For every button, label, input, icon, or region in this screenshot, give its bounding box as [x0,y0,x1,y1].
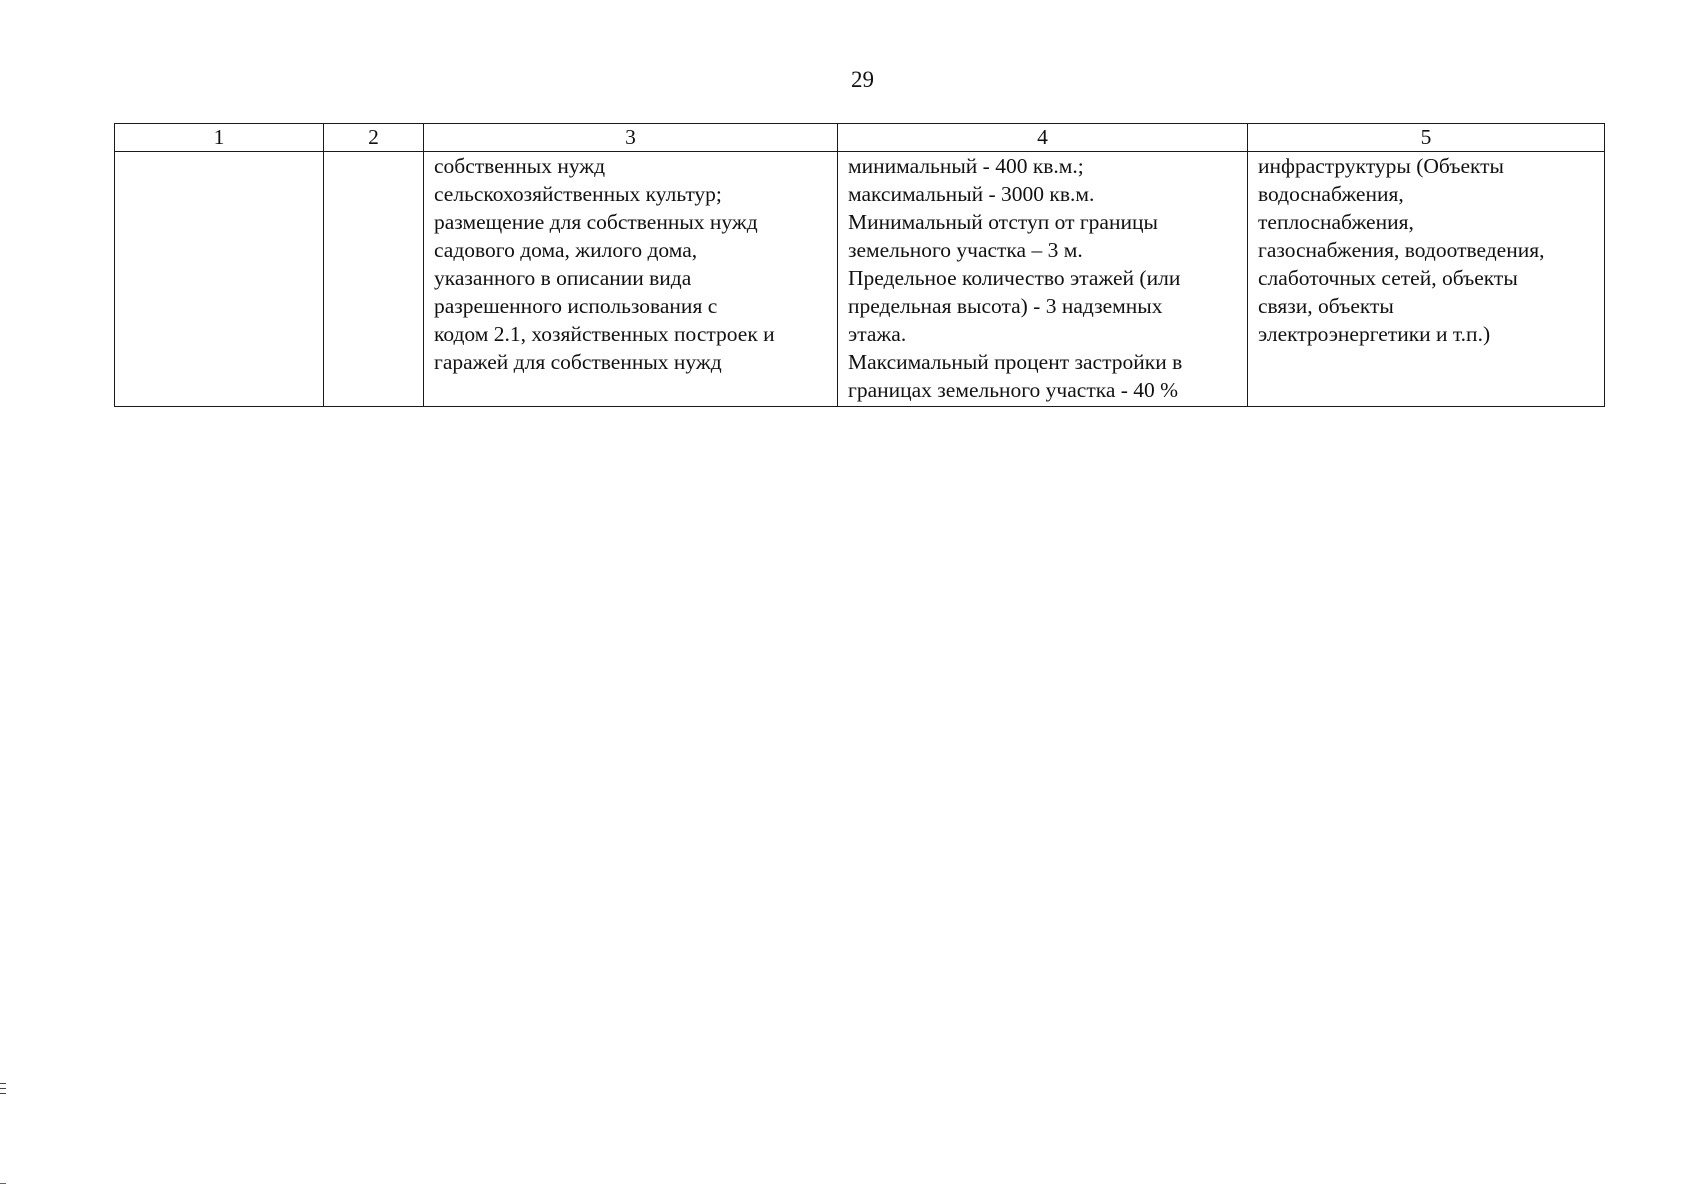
cell-col1 [115,152,324,407]
scan-edge-mark [0,1183,6,1184]
regulations-table [114,123,1605,407]
cell-text-line: газоснабжения, водоотведения, [1258,238,1545,262]
cell-permitted-use [424,152,838,407]
cell-text-line: связи, объекты [1258,294,1394,318]
table-row [115,152,1605,407]
table-header-row [115,124,1605,152]
column-header-3: 3 [424,124,838,152]
cell-text-line: слаботочных сетей, объекты [1258,266,1518,290]
cell-text-line: минимальный - 400 кв.м.; [848,154,1084,178]
column-header-2: 2 [324,124,424,152]
cell-text-line: максимальный - 3000 кв.м. [848,182,1095,206]
cell-text-line: границах земельного участка - 40 % [848,378,1179,402]
cell-text-line: предельная высота) - 3 надземных [848,294,1163,318]
cell-text-line: земельного участка – 3 м. [848,238,1083,262]
cell-text-line: электроэнергетики и т.п.) [1258,322,1491,346]
column-header-5: 5 [1248,124,1605,152]
cell-text-line: Минимальный отступ от границы [848,210,1158,234]
cell-text-line: теплоснабжения, [1258,210,1414,234]
cell-text-line: кодом 2.1, хозяйственных построек и [434,322,775,346]
column-header-1: 1 [115,124,324,152]
column-header-4: 4 [838,124,1248,152]
cell-text-line: Предельное количество этажей (или [848,266,1181,290]
cell-text-line: гаражей для собственных нужд [434,350,722,374]
cell-text-line: собственных нужд [434,154,606,178]
cell-text-line: водоснабжения, [1258,182,1404,206]
cell-text-line: инфраструктуры (Объекты [1258,154,1505,178]
cell-parameters [838,152,1248,407]
cell-text-line: этажа. [848,322,907,346]
page-number: 29 [851,67,874,92]
cell-text-line: разрешенного использования с [434,294,718,318]
scan-edge-marks [0,1083,8,1098]
cell-text-line: сельскохозяйственных культур; [434,182,722,206]
cell-infrastructure [1248,152,1605,407]
cell-text-line: указанного в описании вида [434,266,692,290]
cell-text-line: садового дома, жилого дома, [434,238,698,262]
cell-text-line: Максимальный процент застройки в [848,350,1183,374]
cell-col2 [324,152,424,407]
cell-text-line: размещение для собственных нужд [434,210,758,234]
